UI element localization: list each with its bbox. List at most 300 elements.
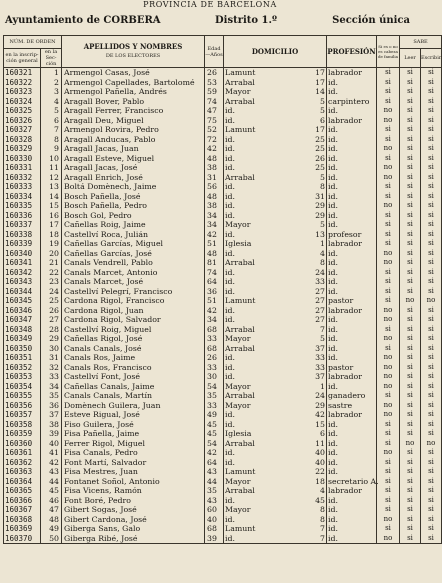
col-num-orden: NÚM. DE ORDEN xyxy=(4,36,62,49)
cell-domicilio xyxy=(224,334,327,344)
cell-profesion: labrador xyxy=(327,116,377,126)
cell-leer: si xyxy=(400,249,421,259)
cell-domicilio xyxy=(224,315,327,325)
cell-profesion: id. xyxy=(327,201,377,211)
cell-num-general: 160351 xyxy=(4,353,41,363)
cell-leer: si xyxy=(400,315,421,325)
cell-name: Canals Ros, Jaime xyxy=(62,353,205,363)
cell-profesion: id. xyxy=(327,515,377,525)
cell-leer: si xyxy=(400,201,421,211)
domicilio-street: Arrabal xyxy=(225,258,255,267)
cell-leer: si xyxy=(400,524,421,534)
cell-profesion: id. xyxy=(327,467,377,477)
cell-num-general: 160337 xyxy=(4,220,41,230)
cell-profesion: id. xyxy=(327,125,377,135)
cell-num-general: 160348 xyxy=(4,325,41,335)
cell-num-seccion: 23 xyxy=(41,277,62,287)
cell-leer: si xyxy=(400,125,421,135)
cell-num-general: 160326 xyxy=(4,116,41,126)
domicilio-street: id. xyxy=(225,201,235,210)
cell-domicilio xyxy=(224,458,327,468)
cell-name: Aragall Esteve, Miguel xyxy=(62,154,205,164)
seccion-title: Sección única xyxy=(332,15,410,26)
cell-leer: si xyxy=(400,458,421,468)
cell-escribir: si xyxy=(421,192,442,202)
cell-edad: 51 xyxy=(205,296,224,306)
cell-name: Canals Canals, Martín xyxy=(62,391,205,401)
cell-cabeza-familia: si xyxy=(377,239,400,249)
table-row xyxy=(4,372,442,382)
domicilio-street: id. xyxy=(225,514,235,524)
cell-escribir: si xyxy=(421,154,442,164)
cell-num-general: 160352 xyxy=(4,363,41,373)
cell-num-seccion: 1 xyxy=(41,68,62,78)
cell-num-general: 160325 xyxy=(4,106,41,116)
table-row xyxy=(4,97,442,107)
cell-cabeza-familia: si xyxy=(377,135,400,145)
cell-edad: 60 xyxy=(205,505,224,515)
cell-escribir: si xyxy=(421,372,442,382)
cell-edad: 33 xyxy=(205,363,224,373)
cell-leer: si xyxy=(400,391,421,401)
cell-leer: si xyxy=(400,534,421,544)
cell-name: Canals Vendrell, Pablo xyxy=(62,258,205,268)
cell-domicilio xyxy=(224,173,327,183)
cell-num-seccion: 37 xyxy=(41,410,62,420)
cell-profesion: id. xyxy=(327,334,377,344)
cell-domicilio xyxy=(224,353,327,363)
cell-escribir: si xyxy=(421,458,442,468)
cell-edad: 51 xyxy=(205,239,224,249)
cell-escribir: si xyxy=(421,182,442,192)
domicilio-number: 5 xyxy=(320,172,326,182)
cell-profesion: sastre xyxy=(327,401,377,411)
cell-num-general: 160332 xyxy=(4,173,41,183)
cell-profesion: id. xyxy=(327,87,377,97)
cell-num-seccion: 47 xyxy=(41,505,62,515)
table-row xyxy=(4,230,442,240)
cell-escribir: si xyxy=(421,420,442,430)
domicilio-street: Iglesia xyxy=(225,429,252,438)
domicilio-number: 42 xyxy=(315,410,326,419)
domicilio-street: id. xyxy=(225,372,235,381)
domicilio-number: 17 xyxy=(315,68,326,77)
domicilio-number: 8 xyxy=(320,505,326,514)
cell-num-seccion: 36 xyxy=(41,401,62,411)
cell-domicilio xyxy=(224,287,327,297)
cell-domicilio xyxy=(224,163,327,173)
cell-num-general: 160349 xyxy=(4,334,41,344)
cell-cabeza-familia: si xyxy=(377,182,400,192)
cell-num-seccion: 30 xyxy=(41,344,62,354)
domicilio-number: 17 xyxy=(315,125,326,134)
cell-num-general: 160345 xyxy=(4,296,41,306)
cell-profesion: secretario A. xyxy=(328,476,379,486)
cell-leer: si xyxy=(400,505,421,515)
cell-domicilio xyxy=(224,401,327,411)
cell-domicilio xyxy=(224,391,327,401)
cell-cabeza-familia: no xyxy=(377,515,400,525)
table-row xyxy=(4,496,442,506)
cell-domicilio xyxy=(224,534,327,544)
cell-num-seccion: 50 xyxy=(41,534,62,544)
cell-escribir: si xyxy=(421,258,442,268)
domicilio-number: 27 xyxy=(315,296,326,305)
cell-domicilio xyxy=(224,220,327,230)
cell-escribir: si xyxy=(421,429,442,439)
cell-leer: si xyxy=(400,97,421,107)
domicilio-number: 40 xyxy=(315,448,326,457)
cell-num-general: 160357 xyxy=(4,410,41,420)
cell-escribir: si xyxy=(421,306,442,316)
cell-name: Aragall Bover, Pablo xyxy=(62,97,205,107)
table-row xyxy=(4,315,442,325)
cell-name: Aragall Jacas, José xyxy=(62,163,205,173)
domicilio-number: 24 xyxy=(315,391,326,400)
domicilio-street: id. xyxy=(225,153,235,163)
cell-cabeza-familia: si xyxy=(377,429,400,439)
cell-domicilio xyxy=(224,296,327,306)
cell-escribir: no xyxy=(421,296,442,306)
table-row xyxy=(4,353,442,363)
cell-name: Canals Canals, José xyxy=(62,344,205,354)
domicilio-number: 22 xyxy=(315,467,326,476)
cell-leer: si xyxy=(400,344,421,354)
cell-domicilio xyxy=(224,410,327,420)
domicilio-number: 37 xyxy=(315,372,326,381)
cell-num-general: 160362 xyxy=(4,458,41,468)
cell-domicilio xyxy=(224,505,327,515)
cell-profesion: carpintero xyxy=(327,97,377,107)
cell-leer: si xyxy=(400,258,421,268)
domicilio-number: 17 xyxy=(315,77,326,87)
cell-cabeza-familia: si xyxy=(377,87,400,97)
table-row xyxy=(4,325,442,335)
cell-num-general: 160342 xyxy=(4,268,41,278)
cell-num-seccion: 5 xyxy=(41,106,62,116)
table-row xyxy=(4,524,442,534)
cell-num-seccion: 35 xyxy=(41,391,62,401)
cell-leer: si xyxy=(400,106,421,116)
domicilio-number: 25 xyxy=(315,134,326,144)
cell-name: Canals Ros, Francisco xyxy=(62,363,205,373)
cell-num-general: 160363 xyxy=(4,467,41,477)
domicilio-number: 33 xyxy=(315,277,326,286)
cell-name: Gibert Cardona, José xyxy=(62,515,205,525)
cell-domicilio xyxy=(224,439,327,449)
cell-edad: 38 xyxy=(205,201,224,211)
table-row xyxy=(4,135,442,145)
cell-num-general: 160327 xyxy=(4,125,41,135)
cell-leer: si xyxy=(400,87,421,97)
cell-domicilio xyxy=(224,97,327,107)
cell-domicilio xyxy=(224,106,327,116)
cell-edad: 42 xyxy=(205,144,224,154)
cell-leer: si xyxy=(400,477,421,487)
cell-leer: si xyxy=(400,230,421,240)
distrito-title: Distrito 1.º xyxy=(215,15,277,26)
cell-name: Domènech Guilera, Juan xyxy=(62,401,205,411)
cell-num-seccion: 34 xyxy=(41,382,62,392)
cell-profesion: pastor xyxy=(327,296,377,306)
cell-escribir: si xyxy=(421,230,442,240)
cell-num-general: 160331 xyxy=(4,163,41,173)
cell-cabeza-familia: si xyxy=(377,496,400,506)
domicilio-number: 40 xyxy=(315,457,326,467)
cell-leer: si xyxy=(400,116,421,126)
cell-cabeza-familia: no xyxy=(377,334,400,344)
cell-name: Canals Marcet, José xyxy=(62,277,205,287)
cell-escribir: si xyxy=(421,363,442,373)
cell-cabeza-familia: no xyxy=(377,448,400,458)
cell-domicilio xyxy=(224,182,327,192)
cell-name: Armengol Rovira, Pedro xyxy=(62,125,205,135)
cell-profesion: id. xyxy=(327,325,377,335)
cell-num-general: 160364 xyxy=(4,477,41,487)
domicilio-street: Mayor xyxy=(225,334,251,343)
cell-escribir: no xyxy=(421,439,442,449)
cell-num-general: 160343 xyxy=(4,277,41,287)
cell-domicilio xyxy=(224,344,327,354)
cell-cabeza-familia: no xyxy=(377,116,400,126)
cell-profesion: id. xyxy=(327,458,377,468)
domicilio-number: 5 xyxy=(320,220,326,229)
cell-num-seccion: 27 xyxy=(41,315,62,325)
domicilio-number: 6 xyxy=(320,115,326,125)
cell-profesion: id. xyxy=(327,429,377,439)
cell-escribir: si xyxy=(421,68,442,78)
cell-escribir: si xyxy=(421,315,442,325)
table-row xyxy=(4,439,442,449)
cell-leer: si xyxy=(400,325,421,335)
cell-profesion: id. xyxy=(327,154,377,164)
table-row xyxy=(4,515,442,525)
domicilio-number: 29 xyxy=(315,210,326,220)
cell-num-seccion: 28 xyxy=(41,325,62,335)
cell-num-general: 160324 xyxy=(4,97,41,107)
cell-num-seccion: 2 xyxy=(41,78,62,88)
cell-edad: 74 xyxy=(205,97,224,107)
cell-escribir: si xyxy=(421,220,442,230)
cell-name: Boltá Domènech, Jaime xyxy=(62,182,205,192)
cell-profesion: id. xyxy=(327,249,377,259)
cell-name: Fontanet Soñol, Antonio xyxy=(62,477,205,487)
cell-leer: si xyxy=(400,144,421,154)
cell-edad: 72 xyxy=(205,135,224,145)
cell-profesion: id. xyxy=(327,106,377,116)
cell-num-general: 160365 xyxy=(4,486,41,496)
cell-cabeza-familia: no xyxy=(377,353,400,363)
cell-num-seccion: 9 xyxy=(41,144,62,154)
cell-cabeza-familia: si xyxy=(377,154,400,164)
domicilio-street: Lamunt xyxy=(225,296,256,305)
domicilio-street: Lamunt xyxy=(225,467,256,476)
table-row xyxy=(4,534,442,544)
domicilio-number: 45 xyxy=(315,495,326,505)
cell-num-general: 160339 xyxy=(4,239,41,249)
cell-name: Cañellas Garcías, José xyxy=(62,249,205,259)
cell-name: Cañellas Canals, Jaime xyxy=(62,382,205,392)
cell-domicilio xyxy=(224,135,327,145)
table-row xyxy=(4,249,442,259)
cell-num-general: 160336 xyxy=(4,211,41,221)
cell-profesion: id. xyxy=(327,192,377,202)
cell-escribir: si xyxy=(421,401,442,411)
cell-num-seccion: 38 xyxy=(41,420,62,430)
cell-escribir: si xyxy=(421,382,442,392)
cell-cabeza-familia: no xyxy=(377,173,400,183)
cell-leer: si xyxy=(400,515,421,525)
province-title: PROVINCIA DE BARCELONA xyxy=(143,0,277,9)
cell-escribir: si xyxy=(421,125,442,135)
table-row xyxy=(4,382,442,392)
cell-escribir: si xyxy=(421,410,442,420)
cell-escribir: si xyxy=(421,353,442,363)
cell-cabeza-familia: si xyxy=(377,277,400,287)
cell-edad: 34 xyxy=(205,211,224,221)
cell-num-seccion: 42 xyxy=(41,458,62,468)
cell-profesion: id. xyxy=(327,163,377,173)
cell-cabeza-familia: si xyxy=(377,325,400,335)
domicilio-number: 15 xyxy=(315,419,326,429)
cell-num-general: 160334 xyxy=(4,192,41,202)
domicilio-number: 33 xyxy=(315,353,326,362)
cell-escribir: si xyxy=(421,534,442,544)
cell-leer: si xyxy=(400,268,421,278)
table-row xyxy=(4,277,442,287)
cell-domicilio xyxy=(224,515,327,525)
cell-num-general: 160335 xyxy=(4,201,41,211)
cell-num-general: 160353 xyxy=(4,372,41,382)
cell-escribir: si xyxy=(421,524,442,534)
cell-name: Bosch Pañella, Pedro xyxy=(62,201,205,211)
domicilio-street: id. xyxy=(225,410,235,419)
table-row xyxy=(4,334,442,344)
table-row xyxy=(4,401,442,411)
cell-num-seccion: 14 xyxy=(41,192,62,202)
domicilio-street: Arrabal xyxy=(225,324,255,334)
domicilio-street: id. xyxy=(225,305,235,315)
cell-num-seccion: 43 xyxy=(41,467,62,477)
table-row xyxy=(4,125,442,135)
domicilio-street: id. xyxy=(225,315,235,324)
cell-name: Font Martí, Salvador xyxy=(62,458,205,468)
table-row xyxy=(4,192,442,202)
cell-domicilio xyxy=(224,467,327,477)
cell-escribir: si xyxy=(421,97,442,107)
cell-domicilio xyxy=(224,125,327,135)
cell-cabeza-familia: no xyxy=(377,401,400,411)
domicilio-number: 24 xyxy=(315,267,326,277)
cell-num-seccion: 15 xyxy=(41,201,62,211)
cell-num-general: 160322 xyxy=(4,78,41,88)
cell-profesion: ganadero xyxy=(327,391,377,401)
table-row xyxy=(4,201,442,211)
cell-leer: si xyxy=(400,68,421,78)
cell-domicilio xyxy=(224,87,327,97)
cell-domicilio xyxy=(224,524,327,534)
cell-escribir: si xyxy=(421,106,442,116)
cell-leer: si xyxy=(400,182,421,192)
cell-leer: si xyxy=(400,372,421,382)
cell-edad: 47 xyxy=(205,106,224,116)
domicilio-number: 6 xyxy=(320,429,326,438)
table-row xyxy=(4,173,442,183)
cell-cabeza-familia: no xyxy=(377,258,400,268)
cell-cabeza-familia: no xyxy=(377,249,400,259)
cell-name: Cardona Rigol, Salvador xyxy=(62,315,205,325)
domicilio-number: 5 xyxy=(320,106,326,115)
cell-name: Armengol Pañella, Andrés xyxy=(62,87,205,97)
cell-edad: 64 xyxy=(205,277,224,287)
cell-edad: 56 xyxy=(205,182,224,192)
cell-cabeza-familia: no xyxy=(377,372,400,382)
cell-edad: 42 xyxy=(205,448,224,458)
cell-domicilio xyxy=(224,420,327,430)
col-num-general: en la inscrip-ción general xyxy=(4,49,41,68)
cell-name: Aragall Jacas, Juan xyxy=(62,144,205,154)
cell-escribir: si xyxy=(421,505,442,515)
cell-leer: si xyxy=(400,401,421,411)
cell-escribir: si xyxy=(421,277,442,287)
domicilio-street: Mayor xyxy=(225,476,251,486)
cell-edad: 53 xyxy=(205,78,224,88)
cell-profesion: id. xyxy=(327,173,377,183)
cell-escribir: si xyxy=(421,78,442,88)
cell-num-general: 160338 xyxy=(4,230,41,240)
domicilio-number: 25 xyxy=(315,163,326,172)
cell-profesion: id. xyxy=(327,496,377,506)
cell-leer: si xyxy=(400,154,421,164)
domicilio-number: 4 xyxy=(320,248,326,258)
domicilio-street: Arrabal xyxy=(225,438,255,448)
domicilio-number: 7 xyxy=(320,533,326,543)
cell-num-seccion: 13 xyxy=(41,182,62,192)
cell-domicilio xyxy=(224,230,327,240)
domicilio-number: 13 xyxy=(315,229,326,239)
domicilio-number: 14 xyxy=(315,87,326,96)
cell-leer: si xyxy=(400,467,421,477)
cell-edad: 48 xyxy=(205,192,224,202)
table-row xyxy=(4,296,442,306)
cell-edad: 48 xyxy=(205,249,224,259)
domicilio-number: 8 xyxy=(320,514,326,524)
cell-num-seccion: 8 xyxy=(41,135,62,145)
cell-name: Fisa Pañella, Jaime xyxy=(62,429,205,439)
cell-cabeza-familia: no xyxy=(377,363,400,373)
cell-leer: no xyxy=(400,296,421,306)
cell-num-seccion: 26 xyxy=(41,306,62,316)
table-row xyxy=(4,144,442,154)
cell-leer: si xyxy=(400,287,421,297)
domicilio-street: Mayor xyxy=(225,505,251,514)
cell-num-seccion: 6 xyxy=(41,116,62,126)
cell-escribir: si xyxy=(421,467,442,477)
cell-name: Castellví Pelegrí, Francisco xyxy=(62,287,205,297)
cell-escribir: si xyxy=(421,144,442,154)
domicilio-street: Arrabal xyxy=(225,343,255,353)
cell-leer: si xyxy=(400,192,421,202)
cell-edad: 33 xyxy=(205,334,224,344)
domicilio-street: id. xyxy=(225,448,235,457)
cell-profesion: id. xyxy=(327,144,377,154)
cell-num-general: 160369 xyxy=(4,524,41,534)
cell-num-seccion: 46 xyxy=(41,496,62,506)
cell-name: Bosch Pañella, José xyxy=(62,192,205,202)
cell-edad: 68 xyxy=(205,524,224,534)
cell-cabeza-familia: no xyxy=(377,315,400,325)
table-row xyxy=(4,458,442,468)
